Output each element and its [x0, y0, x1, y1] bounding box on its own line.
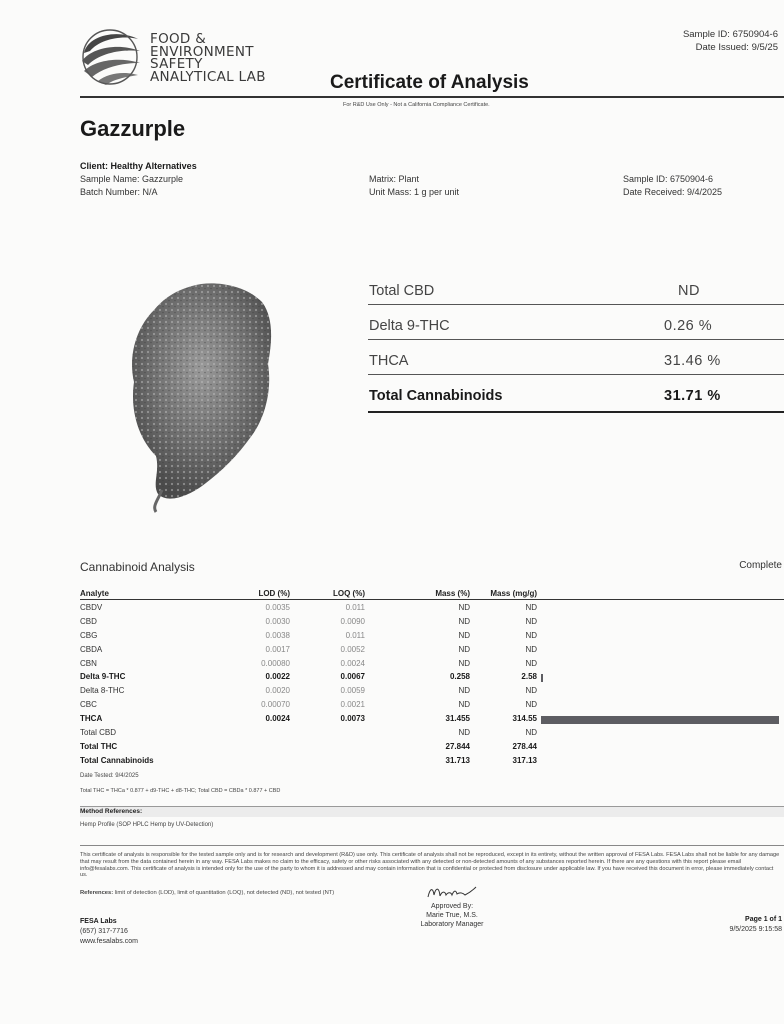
cell-analyte: Delta 8-THC	[80, 686, 125, 696]
summary-row-thca	[368, 353, 784, 388]
table-row	[80, 727, 784, 741]
lab-logo-text	[150, 33, 266, 83]
cell-mass-pct: ND	[458, 616, 470, 626]
cell-loq: 0.0059	[340, 686, 365, 696]
references-text: limit of detection (LOD), limit of quantitation (LOQ), not detected (ND), not tested (NT)	[114, 890, 335, 896]
cell-mass-pct: ND	[458, 686, 470, 696]
sample-name: Sample Name: Gazzurple	[80, 174, 184, 184]
cell-lod: 0.00080	[261, 658, 290, 668]
cell-analyte: CBDV	[80, 603, 103, 612]
cell-lod: 0.0024	[265, 714, 290, 724]
footer-phone: (657) 317-7716	[80, 928, 128, 935]
cell-analyte: THCA	[80, 714, 103, 724]
cell-lod: 0.00070	[261, 700, 290, 710]
cannabinoid-table	[80, 588, 784, 769]
cell-loq: 0.0067	[340, 672, 365, 682]
summary-label: Delta 9-THC	[369, 318, 450, 334]
cell-analyte: CBN	[80, 658, 97, 668]
header-loq: LOQ (%)	[333, 589, 365, 598]
sample-id: Sample ID: 6750904-6	[623, 174, 714, 184]
report-timestamp: 9/5/2025 9:15:58	[729, 926, 782, 933]
cell-mass-mg: 317.13	[512, 755, 537, 765]
cell-loq: 0.0024	[340, 658, 365, 668]
cell-mass-mg: 314.55	[512, 714, 537, 724]
disclaimer-text: This certificate of analysis is responsible for the tested sample only and is for research and development (R&D) use only. This certificate of analysis shall not be reproduced, except in its entirety, without the written approval of FESA Labs. FESA Labs shall not be liable for any damage that may result from the data contained herein in any way. FESA Labs makes no claim to the efficacy, safety or other risks associated with any detected or non-detected amounts of any substances reported herein. If there are any questions with this report please email info@fesalabs.com. This certificate of analysis is intended only for the use of the party to whom it is addressed and may contain information that is confidential or protected from disclosure under applicable law. If you have received this document in error, please immediately contact us.	[80, 852, 780, 879]
summary-divider	[368, 374, 784, 375]
batch-number: Batch Number: N/A	[80, 187, 158, 197]
summary-value: 31.71 %	[664, 388, 721, 404]
cell-mass-mg: ND	[525, 700, 537, 710]
sample-id-info	[623, 173, 722, 199]
logo-line: FOOD &	[150, 31, 207, 47]
summary-row-total-cbd	[368, 283, 784, 318]
matrix: Matrix: Plant	[369, 174, 420, 184]
cell-mass-pct: ND	[458, 700, 470, 710]
header-divider	[80, 96, 784, 98]
cell-mass-pct: 27.844	[445, 741, 470, 751]
table-body	[80, 602, 784, 769]
cell-lod: 0.0020	[265, 686, 290, 696]
table-row	[80, 630, 784, 644]
table-row	[80, 658, 784, 672]
references-label: References:	[80, 890, 114, 896]
header-meta	[683, 28, 778, 54]
table-header	[80, 588, 784, 599]
cell-loq: 0.011	[345, 630, 365, 640]
cell-mass-pct: ND	[458, 630, 470, 640]
footer-page-info	[729, 915, 782, 935]
matrix-info	[369, 173, 459, 199]
sample-title: Gazzurple	[80, 116, 186, 141]
cell-mass-mg: ND	[525, 644, 537, 654]
summary-divider	[368, 304, 784, 305]
approver-name: Marie True, M.S.	[426, 912, 478, 919]
footer-lab-contact	[80, 917, 138, 947]
cell-analyte: Delta 9-THC	[80, 672, 126, 682]
summary-divider	[368, 411, 784, 413]
page-number: Page 1 of 1	[745, 916, 782, 923]
method-references-label: Method References:	[80, 808, 143, 815]
summary-divider	[368, 339, 784, 340]
cell-analyte: Total CBD	[80, 728, 117, 738]
cell-mass-pct: ND	[458, 728, 470, 738]
summary-label: Total Cannabinoids	[369, 388, 503, 404]
cell-lod: 0.0038	[265, 630, 290, 640]
analysis-status: Complete	[739, 560, 782, 571]
cell-mass-mg: ND	[525, 658, 537, 668]
cell-mass-mg: ND	[525, 728, 537, 738]
cell-mass-pct: 31.455	[445, 714, 470, 724]
footer-approval	[400, 884, 504, 929]
concentration-bar	[541, 716, 779, 724]
certificate-title: Certificate of Analysis	[330, 72, 529, 93]
sample-photo	[122, 278, 282, 514]
table-row	[80, 741, 784, 755]
cell-loq: 0.0052	[340, 644, 365, 654]
footer-lab-name: FESA Labs	[80, 918, 117, 925]
header-mass-mg: Mass (mg/g)	[490, 589, 537, 598]
table-row	[80, 602, 784, 616]
cell-loq: 0.0073	[340, 714, 365, 724]
cell-mass-mg: 278.44	[512, 741, 537, 751]
cell-mass-mg: ND	[525, 630, 537, 640]
method-references-text: Hemp Profile (SOP HPLC Hemp by UV-Detection)	[80, 822, 214, 828]
cell-lod: 0.0030	[265, 616, 290, 626]
approver-title: Laboratory Manager	[420, 921, 484, 928]
cell-lod: 0.0035	[265, 603, 290, 612]
cell-mass-mg: ND	[525, 686, 537, 696]
summary-row-total-cannabinoids	[368, 388, 784, 423]
summary-row-delta9	[368, 318, 784, 353]
table-row	[80, 644, 784, 658]
header-lod: LOD (%)	[258, 589, 290, 598]
header-mass-pct: Mass (%)	[435, 589, 470, 598]
table-row	[80, 699, 784, 713]
summary-label: THCA	[369, 353, 409, 369]
cell-mass-pct: ND	[458, 603, 470, 612]
cell-mass-pct: 0.258	[449, 672, 470, 682]
summary-value: 0.26 %	[664, 318, 713, 334]
client-info	[80, 160, 197, 199]
date-tested: Date Tested: 9/4/2025	[80, 773, 139, 779]
summary-value: 31.46 %	[664, 353, 721, 369]
table-row	[80, 755, 784, 769]
logo-line: ENVIRONMENT	[150, 43, 254, 60]
compliance-note: For R&D Use Only - Not a California Compliance Certificate.	[343, 102, 490, 108]
cell-mass-pct: ND	[458, 644, 470, 654]
logo-line: ANALYTICAL LAB	[150, 68, 266, 85]
table-header-divider	[80, 599, 784, 600]
signature-icon	[425, 884, 479, 900]
table-row	[80, 685, 784, 699]
footer-website: www.fesalabs.com	[80, 938, 138, 945]
cell-lod: 0.0022	[265, 672, 290, 682]
cell-loq: 0.011	[345, 603, 365, 612]
cell-analyte: CBDA	[80, 644, 103, 654]
cell-mass-mg: ND	[525, 603, 537, 612]
cell-mass-pct: 31.713	[445, 755, 470, 765]
concentration-bar	[541, 674, 543, 682]
cell-analyte: CBD	[80, 616, 97, 626]
header-date-issued: Date Issued: 9/5/25	[695, 42, 778, 53]
cell-analyte: CBC	[80, 700, 97, 710]
date-received: Date Received: 9/4/2025	[623, 187, 723, 197]
approved-by-label: Approved By:	[430, 903, 474, 910]
cell-analyte: CBG	[80, 630, 98, 640]
potency-summary	[368, 283, 784, 423]
cell-mass-mg: 2.58	[521, 672, 537, 682]
summary-label: Total CBD	[369, 283, 435, 299]
total-formula: Total THC = THCa * 0.877 + d9-THC + d8-THC; Total CBD = CBDa * 0.877 + CBD	[80, 788, 281, 794]
method-references-band	[80, 806, 784, 817]
cell-lod: 0.0017	[265, 644, 290, 654]
disclaimer-divider	[80, 845, 784, 846]
cell-mass-mg: ND	[525, 616, 537, 626]
references	[80, 890, 334, 896]
cell-mass-pct: ND	[458, 658, 470, 668]
analysis-title: Cannabinoid Analysis	[80, 560, 195, 574]
cell-loq: 0.0090	[340, 616, 365, 626]
unit-mass: Unit Mass: 1 g per unit	[369, 187, 460, 197]
cell-analyte: Total THC	[80, 741, 118, 751]
lab-logo-icon	[78, 27, 144, 85]
logo-line: SAFETY	[150, 56, 203, 72]
summary-value: ND	[678, 283, 700, 299]
header-sample-id: Sample ID: 6750904-6	[682, 29, 778, 40]
table-row	[80, 616, 784, 630]
header-analyte: Analyte	[80, 589, 109, 598]
cell-analyte: Total Cannabinoids	[80, 755, 154, 765]
table-row	[80, 671, 784, 685]
client-name: Client: Healthy Alternatives	[80, 161, 197, 171]
cell-loq: 0.0021	[340, 700, 365, 710]
table-row	[80, 713, 784, 727]
